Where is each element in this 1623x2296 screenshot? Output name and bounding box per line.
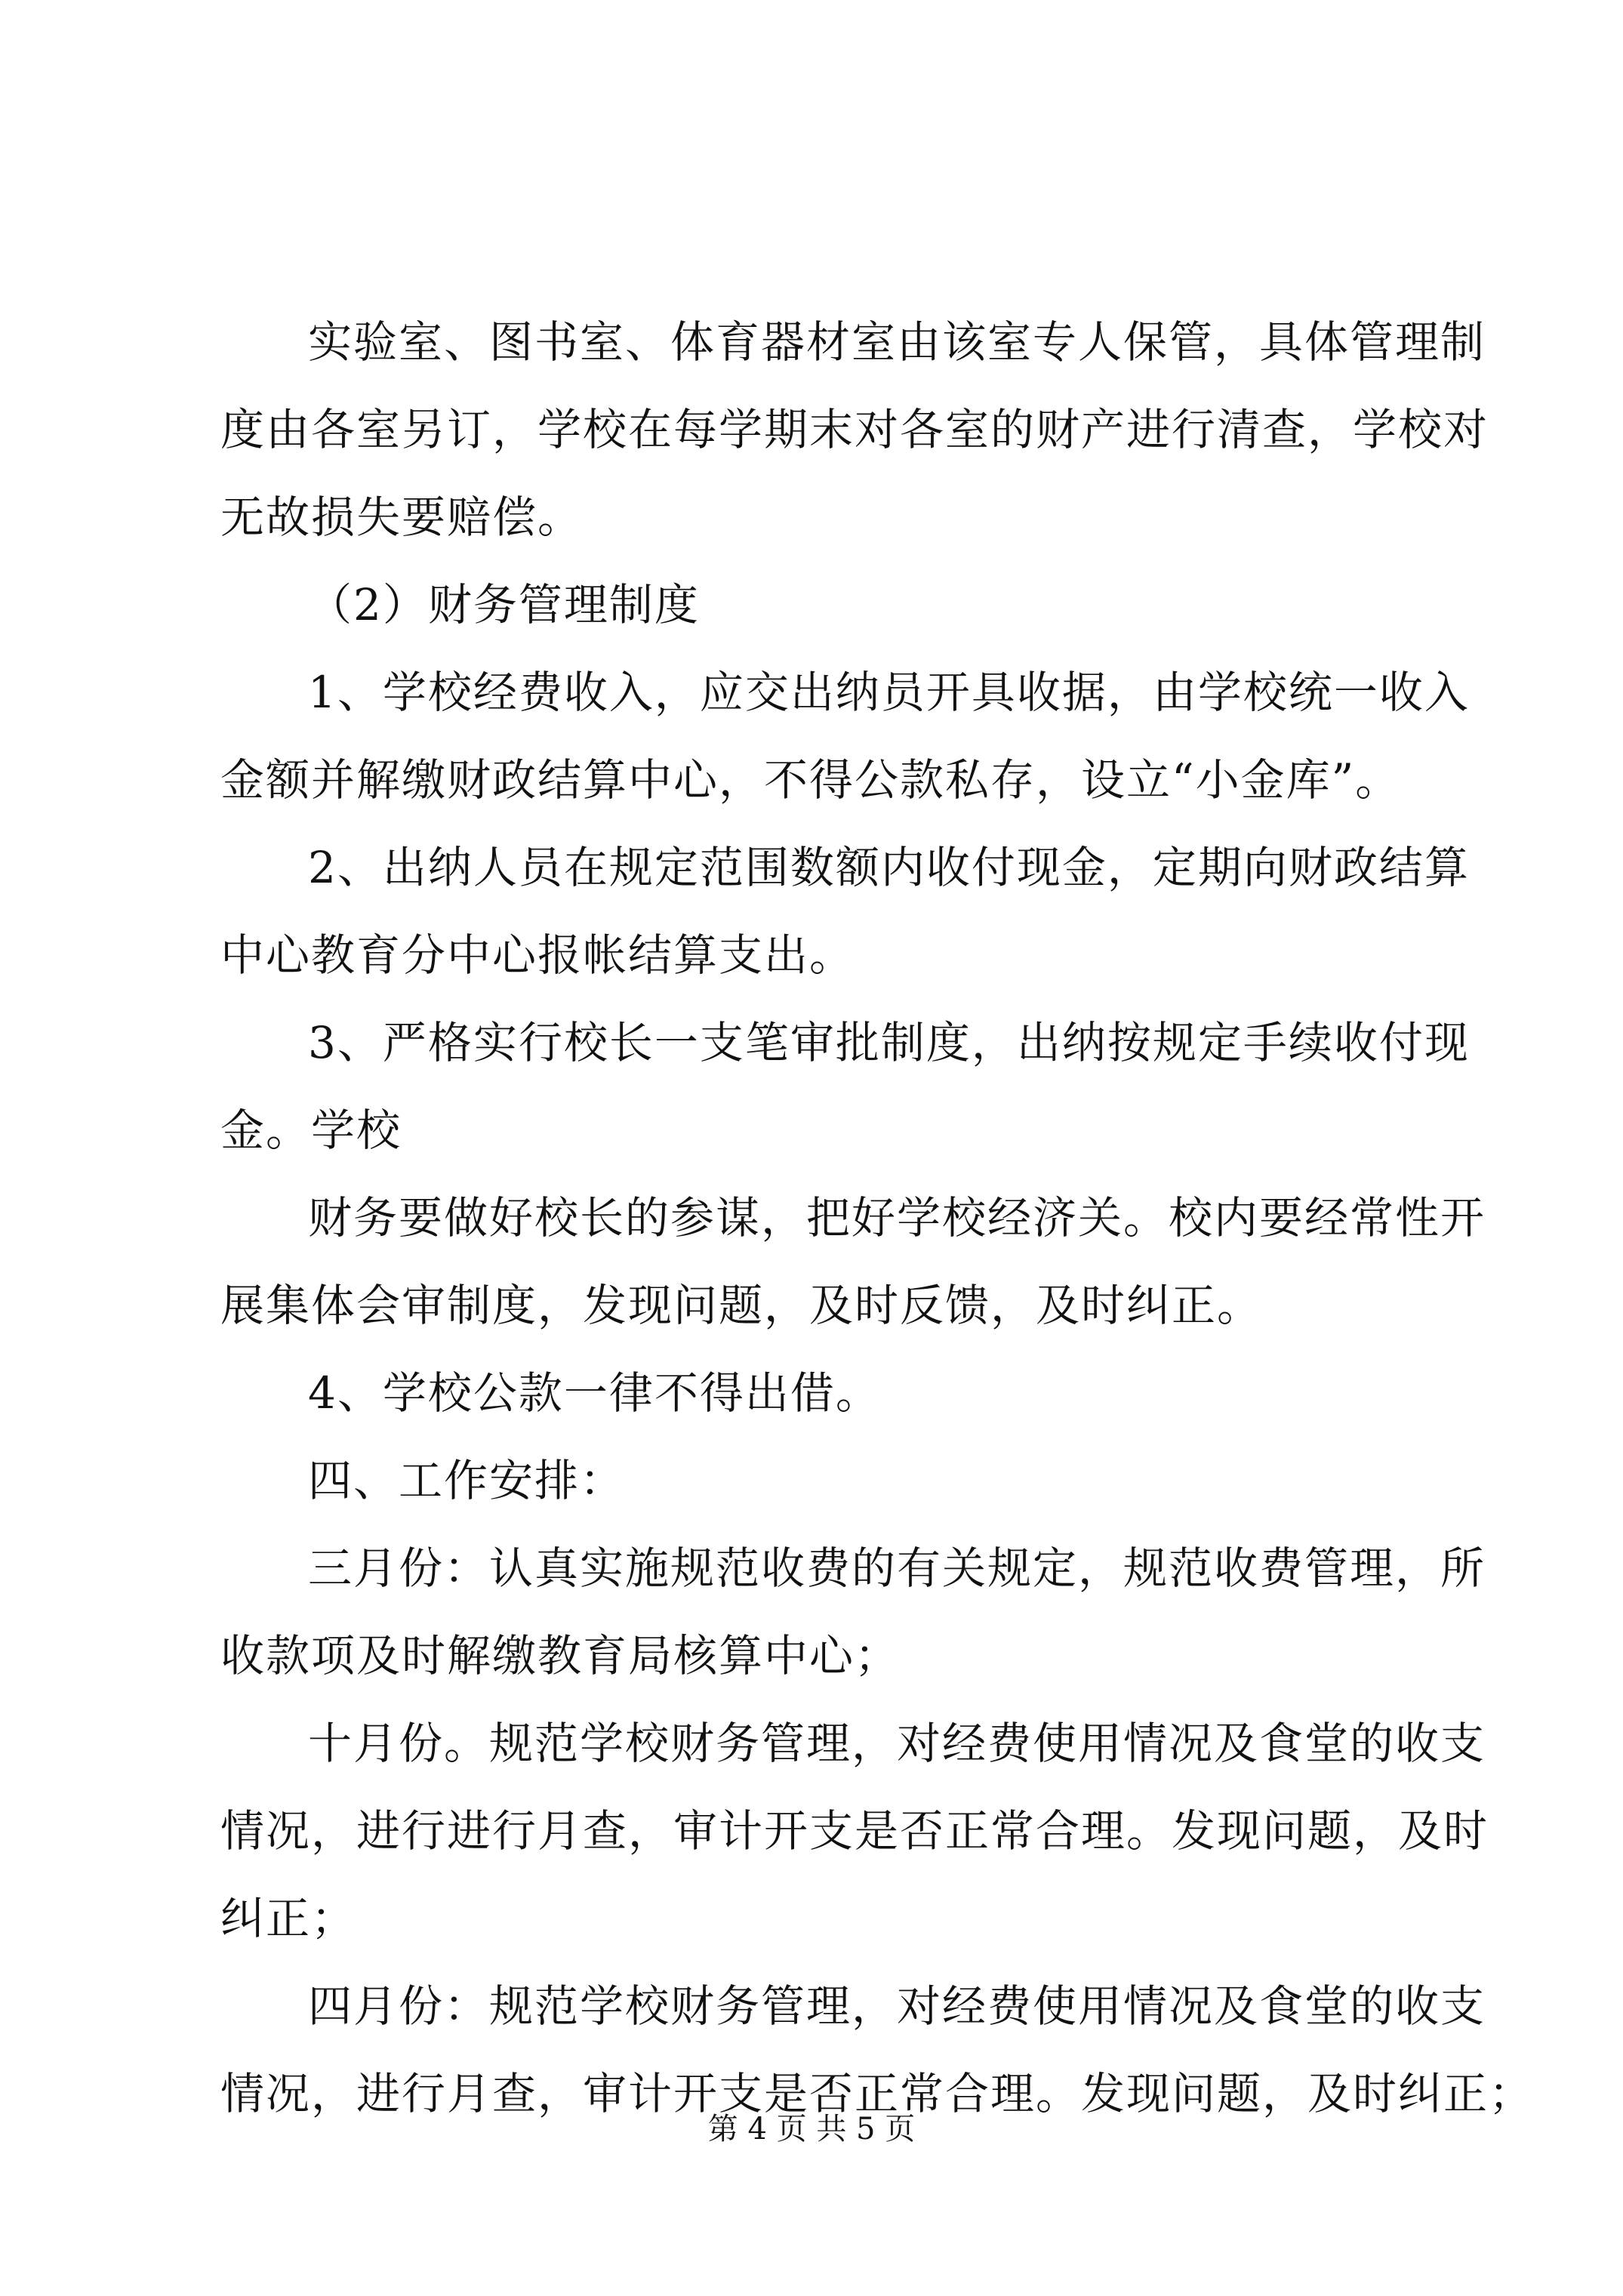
page-footer: 第 4 页 共 5 页: [707, 2112, 916, 2147]
text-line: 情况，进行进行月查，审计开支是否正常合理。发现问题，及时: [220, 1805, 1489, 1857]
text-line: 度由各室另订，学校在每学期末对各室的财产进行清查，学校对: [220, 404, 1489, 455]
text-line: 四月份：规范学校财务管理，对经费使用情况及食堂的收支: [308, 1980, 1486, 2032]
text-line: 1、学校经费收入，应交出纳员开具收据，由学校统一收入: [308, 667, 1470, 718]
text-line: 展集体会审制度，发现问题，及时反馈，及时纠正。: [220, 1280, 1263, 1331]
text-line: 金额并解缴财政结算中心，不得公款私存，设立“小金库”。: [220, 754, 1401, 806]
text-line: 实验室、图书室、体育器材室由该室专人保管，具体管理制: [308, 316, 1486, 368]
text-line: 无故损失要赔偿。: [220, 492, 584, 543]
text-line: 收款项及时解缴教育局核算中心；: [220, 1630, 901, 1681]
text-line: 纠正；: [220, 1893, 357, 1944]
text-line: 十月份。规范学校财务管理，对经费使用情况及食堂的收支: [308, 1718, 1486, 1769]
text-line: 2、出纳人员在规定范围数额内收付现金，定期向财政结算: [308, 842, 1470, 893]
text-line: 三月份：认真实施规范收费的有关规定，规范收费管理，所: [308, 1542, 1486, 1594]
text-line: （2）财务管理制度: [308, 579, 700, 630]
text-line: 四、工作安排：: [308, 1455, 626, 1506]
text-line: 4、学校公款一律不得出借。: [308, 1367, 881, 1419]
text-line: 财务要做好校长的参谋，把好学校经济关。校内要经常性开: [308, 1192, 1486, 1244]
text-line: 情况，进行月查，审计开支是否正常合理。发现问题，及时纠正；: [220, 2068, 1535, 2119]
text-line: 金。学校: [220, 1105, 402, 1156]
text-line: 3、严格实行校长一支笔审批制度，出纳按规定手续收付现: [308, 1017, 1470, 1068]
text-line: 中心教育分中心报帐结算支出。: [220, 929, 855, 981]
document-body: [220, 298, 1535, 2137]
